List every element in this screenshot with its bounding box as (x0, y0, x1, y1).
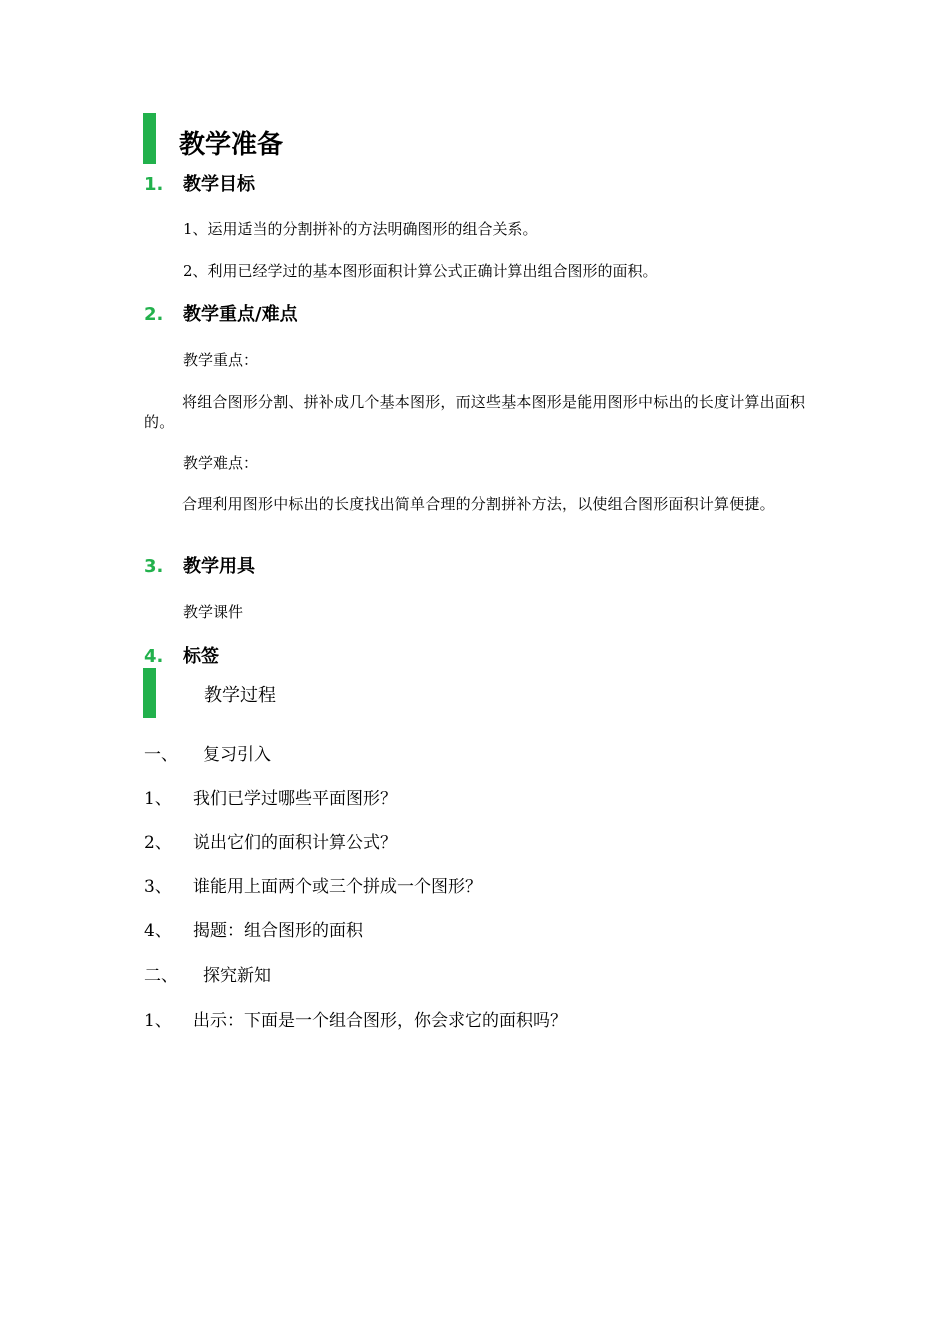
part-number: 二、 (144, 966, 178, 986)
section-number: 2. (144, 304, 164, 325)
list-item-number: 4、 (144, 921, 172, 941)
goal-item: 1、运用适当的分割拼补的方法明确图形的组合关系。 (183, 220, 538, 238)
heading-accent-bar (143, 668, 156, 718)
tools-text: 教学课件 (183, 603, 244, 621)
section-title: 教学目标 (183, 174, 255, 195)
list-item-number: 1、 (144, 789, 172, 809)
part-title: 探究新知 (203, 966, 271, 986)
list-item: 我们已学过哪些平面图形？ (193, 789, 397, 809)
difficult-point-label: 教学难点： (183, 454, 259, 472)
section-number: 3. (144, 556, 164, 577)
section-number: 1. (144, 174, 164, 195)
list-item-number: 3、 (144, 877, 172, 897)
key-point-text: 将组合图形分割、拼补成几个基本图形，而这些基本图形是能用图形中标出的长度计算出面积的。 (144, 393, 806, 431)
page-title: 教学准备 (179, 130, 284, 160)
list-item: 谁能用上面两个或三个拼成一个图形？ (193, 877, 482, 897)
key-point-label: 教学重点： (183, 351, 259, 369)
part-number: 一、 (144, 745, 178, 765)
section-title: 标签 (183, 646, 219, 667)
section-title: 教学重点/难点 (183, 304, 298, 325)
part-title: 复习引入 (203, 745, 271, 765)
list-item-number: 1、 (144, 1011, 172, 1031)
list-item: 揭题：组合图形的面积 (193, 921, 363, 941)
difficult-point-text: 合理利用图形中标出的长度找出简单合理的分割拼补方法，以使组合图形面积计算便捷。 (182, 495, 775, 513)
list-item: 说出它们的面积计算公式？ (193, 833, 397, 853)
goal-item: 2、利用已经学过的基本图形面积计算公式正确计算出组合图形的面积。 (183, 262, 658, 280)
section-number: 4. (144, 646, 164, 667)
process-title: 教学过程 (204, 685, 276, 706)
section-title: 教学用具 (183, 556, 255, 577)
list-item-number: 2、 (144, 833, 172, 853)
list-item: 出示：下面是一个组合图形，你会求它的面积吗？ (193, 1011, 567, 1031)
heading-accent-bar (143, 113, 156, 164)
